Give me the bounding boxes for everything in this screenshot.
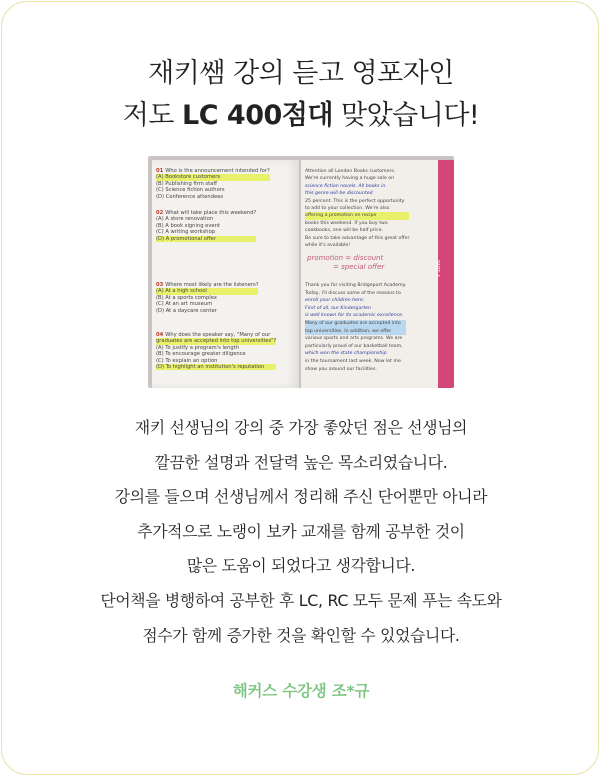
headline-score: LC 400점대 [181, 100, 333, 131]
author-name: 해커스 수강생 조*규 [232, 682, 370, 700]
question-04: 04 Why does the speaker say, "Many of our graduates are accepted into top universities"? (A) To justify a program's length (B) To encourage greater diligence (C) To explain an option (D) To highlight an institution's reputation [156, 332, 277, 371]
question-02: 02 What will take place this weekend? (A) A store renovation (B) A book signing event (C) A writing workshop (D) A promotional offer [156, 210, 257, 242]
question-03: 03 Where most likely are the listeners? (A) At a high school (B) At a sports complex (C) At an art museum (D) At a daycare center [156, 282, 259, 314]
headline-line1: 재키쌤 강의 듣고 영포자인 [148, 58, 454, 89]
headline-line2 [0, 96, 602, 136]
headline [0, 54, 602, 136]
textbook-photo [148, 156, 454, 388]
testimonial-text [0, 411, 602, 653]
testimonial-line: 점수가 함께 증가한 것을 확인할 수 있었습니다. [142, 625, 460, 645]
testimonial-line: 많은 도움이 되었다고 생각합니다. [186, 556, 416, 576]
testimonial-line: 깔끔한 설명과 전달력 높은 목소리였습니다. [154, 452, 448, 472]
script-part2: Thank you for visiting Bridgeport Academy. Today, I'll discuss some of the reasons to enroll your children here. First of all, our Kindergarten is well known for its academic excellence. Many of our graduates are accepted into top universities. In addition, we offer various sports and arts programs. We are particularly proud of our basketball team, which won the state championship in the tournament last week. Now let me show you around our facilities. [305, 283, 407, 372]
textbook-left-page [152, 160, 299, 388]
testimonial-line: 강의를 들으며 선생님께서 정리해 주신 단어뿐만 아니라 [114, 487, 488, 507]
headline-suffix: 맞았습니다! [332, 100, 480, 131]
testimonial-line: 단어책을 병행하여 공부한 후 LC, RC 모두 문제 푸는 속도와 [100, 590, 502, 610]
script-part1: Attention all London Books customers. We're currently having a huge sale on science fiction novels. All books in this genre will be discounted 25 percent. This is the perfect opportunity to add to your collection. We're also offering a promotion on recipe books this weekend. If you buy two cookbooks, one will be half price. Be sure to take advantage of this great offer while it's available! [305, 169, 410, 249]
testimonial-line: 추가적으로 노랭이 보카 교재를 함께 공부한 것이 [137, 521, 465, 541]
handwritten-notes: promotion = discount = special offer [307, 254, 385, 271]
part-tab: PART 4 [438, 160, 454, 388]
question-01: 01 Who is the announcement intended for? (A) Bookstore customers (B) Publishing firm staff (C) Science fiction authors (D) Conference attendees [156, 168, 270, 200]
textbook-right-page [301, 160, 441, 388]
headline-prefix: 저도 [122, 100, 182, 131]
testimonial-line: 재키 선생님의 강의 중 가장 좋았던 점은 선생님의 [134, 418, 468, 437]
